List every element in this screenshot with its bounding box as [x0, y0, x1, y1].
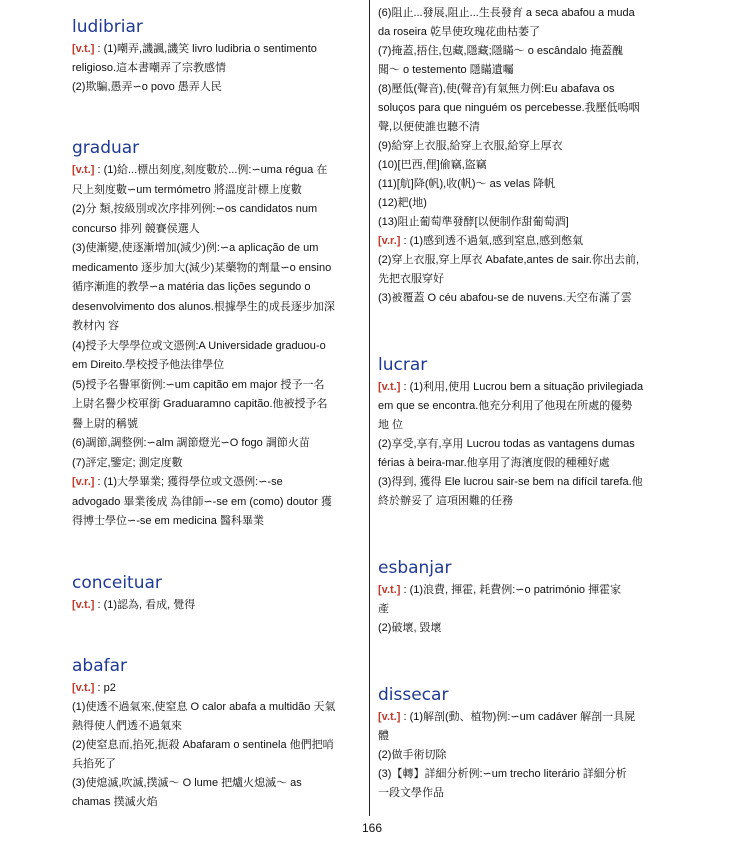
definition-text: : p2 — [94, 681, 116, 694]
headword: esbanjar — [378, 558, 452, 578]
definition-text: : (1)浪費, 揮霍, 耗費例:∽o património 揮霍家 — [400, 584, 622, 596]
definition-line: 產 — [378, 603, 389, 615]
entry-lucrar — [378, 354, 668, 511]
pos-tag: [v.t.] — [72, 598, 95, 611]
left-column — [72, 16, 362, 812]
definition-line: soluços para que ninguém os percebesse.我壓低嗚咽 — [378, 102, 640, 114]
definition-text: : (1)解剖(動、植物)例:∽um cadáver 解剖一具屍 — [400, 711, 636, 723]
definition-line — [378, 232, 668, 251]
definition-line — [72, 679, 362, 698]
definition-line: (12)耙(地) — [378, 197, 427, 209]
definition-line: religioso.這本書嘲弄了宗教感情 — [72, 62, 227, 74]
definition-line: (3)得到, 獲得 Ele lucrou sair-se bem na difícil tarefa.他 — [378, 476, 643, 488]
definition-text: : (1)利用,使用 Lucrou bem a situação privilegiada — [400, 381, 644, 393]
definition-line — [72, 473, 362, 493]
pos-tag: [v.t.] — [72, 43, 95, 55]
definition-line: (2)欺騙,愚弄∽o povo 愚弄人民 — [72, 81, 222, 93]
headword: conceituar — [72, 572, 162, 593]
definition-line: desenvolvimento dos alunos.根據學生的成長逐步加深 — [72, 300, 335, 313]
pos-tag: [v.t.] — [378, 381, 401, 393]
entry-abafar-continued — [378, 4, 668, 308]
definition-line: (5)授予名譽軍銜例:∽um capitão em major 授予一名 — [72, 378, 325, 391]
definition-line: 體 — [378, 730, 389, 742]
definition-line — [378, 378, 668, 397]
definition-line: 得博士學位∽-se em medicina 醫科畢業 — [72, 515, 264, 527]
definition-text: : (1)給...標出刻度,刻度數於...例:∽uma régua 在 — [94, 164, 328, 176]
definition-line: 教材內 容 — [72, 320, 120, 332]
definition-line: 聞～ o testemento 隱瞞遺囑 — [378, 64, 514, 76]
definition-text: : (1)認為, 看成, 覺得 — [94, 598, 196, 611]
definition-line: em que se encontra.他充分利用了他現在所處的優勢 — [378, 400, 633, 412]
pos-tag: [v.t.] — [72, 681, 95, 694]
definition-line: (13)阻止葡萄準發酵[以便制作甜葡萄酒] — [378, 216, 569, 228]
definition-line: medicamento 逐步加大(減少)某藥物的劑量∽o ensino — [72, 261, 332, 274]
definition-line — [72, 161, 362, 181]
entry-conceituar — [72, 572, 362, 615]
definition-line: (1)使透不過氣來,使窒息 O calor abafa a multidão 天氣 — [72, 700, 336, 713]
entry-abafar — [72, 655, 362, 812]
headword: graduar — [72, 138, 140, 158]
entry-ludibriar — [72, 16, 362, 97]
definition-line: (2)享受,享有,享用 Lucrou todas as vantagens dumas — [378, 438, 635, 450]
pos-tag: [v.t.] — [72, 164, 95, 176]
definition-line: (6)調節,調整例:∽alm 調節燈光∽O fogo 調節火苗 — [72, 437, 310, 449]
definition-line: 一段文學作品 — [378, 787, 444, 799]
entry-esbanjar — [378, 557, 668, 638]
headword: lucrar — [378, 355, 428, 375]
definition-line: chamas 撲滅火焰 — [72, 795, 158, 808]
entry-graduar — [72, 137, 362, 532]
definition-line: concurso 排列 競賽侯選人 — [72, 222, 200, 235]
definition-line: advogado 畢業後成 為律師∽-se em (como) doutor 獲 — [72, 495, 332, 508]
definition-line: (11)[航]降(帆),收(帆)～ as velas 降帆 — [378, 178, 556, 190]
definition-line: (3)使熄滅,吹滅,撲滅～ O lume 把爐火熄滅～ as — [72, 776, 302, 789]
definition-line: (6)阻止...發展,阻止...生長發育 a seca abafou a muda — [378, 7, 635, 19]
definition-text: : (1)感到透不過氣,感到窒息,感到憋氣 — [400, 235, 584, 247]
definition-line: 熱得使人們透不過氣來 — [72, 719, 182, 732]
definition-line — [378, 708, 668, 727]
definition-line: (2)分 類,按級別或次序排列例:∽os candidatos num — [72, 203, 318, 215]
pos-tag: [v.t.] — [378, 711, 401, 723]
definition-line — [378, 581, 668, 600]
definition-line: (3)使漸變,使逐漸增加(減少)例:∽a aplicação de um — [72, 242, 319, 254]
definition-line: 聲,以便使誰也聽不清 — [378, 121, 481, 133]
definition-text: : (1)大學畢業; 獲得學位或文憑例:∽-se — [94, 476, 283, 488]
definition-line: (7)評定,鑒定; 測定度數 — [72, 456, 183, 469]
definition-line: 上尉名譽少校軍銜 Graduaramno capitão.他被授予名 — [72, 398, 328, 410]
pos-tag: [v.t.] — [378, 584, 401, 596]
headword: dissecar — [378, 685, 449, 705]
pos-tag: [v.r.] — [378, 235, 401, 247]
definition-line: 譽上尉的稱號 — [72, 417, 138, 430]
definition-line: (8)壓低(聲音),使(聲音)有氣無力例:Eu abafava os — [378, 83, 615, 95]
definition-line: (9)給穿上衣服,給穿上衣服,給穿上厚衣 — [378, 140, 563, 152]
column-divider — [369, 0, 370, 816]
headword: ludibriar — [72, 17, 143, 37]
entry-dissecar — [378, 684, 668, 803]
definition-line: 循序漸進的教學∽a matéria das lições segundo o — [72, 281, 311, 293]
definition-line: 兵掐死了 — [72, 757, 116, 770]
definition-line — [72, 596, 362, 615]
definition-line: (2)使窒息而,掐死,扼殺 Abafaram o sentinela 他們把哨 — [72, 738, 334, 751]
definition-line: (3)被覆蓋 O céu abafou-se de nuvens.天空布滿了雲 — [378, 292, 632, 304]
definition-line: em Direito.學校授予他法律學位 — [72, 359, 225, 371]
definition-line: (7)掩蓋,捂住,包藏,隱藏;隱瞞～ o escândalo 掩蓋醜 — [378, 45, 624, 57]
definition-line: 尺上刻度數∽um termómetro 將溫度計標上度數 — [72, 183, 302, 196]
definition-line: (2)做手術切除 — [378, 749, 447, 761]
definition-text: : (1)嘲弄,譏諷,譏笑 livro ludibria o sentimento — [94, 43, 317, 55]
definition-line: (3)【轉】詳細分析例:∽um trecho literário 詳細分析 — [378, 768, 627, 780]
right-column — [378, 4, 668, 803]
definition-line: da roseira 乾旱使玫瑰花曲枯萎了 — [378, 26, 540, 38]
definition-line: 地 位 — [378, 419, 404, 431]
headword: abafar — [72, 655, 128, 676]
definition-line: (4)授予大學學位或文憑例:A Universidade graduou-o — [72, 339, 326, 352]
definition-line — [72, 40, 362, 59]
definition-line: 終於辦妥了 這項困難的任務 — [378, 495, 514, 507]
definition-line: 先把衣服穿好 — [378, 273, 444, 285]
definition-line: (2)穿上衣服,穿上厚衣 Abafate,antes de sair.你出去前, — [378, 254, 640, 266]
page-number: 166 — [361, 821, 383, 835]
pos-tag: [v.r.] — [72, 476, 95, 488]
definition-line: férias à beira-mar.他享用了海濱度假的種種好處 — [378, 457, 610, 469]
definition-line: (10)[巴西,俚]偷竊,盜竊 — [378, 159, 487, 171]
definition-line: (2)破壞, 毀壞 — [378, 622, 442, 634]
